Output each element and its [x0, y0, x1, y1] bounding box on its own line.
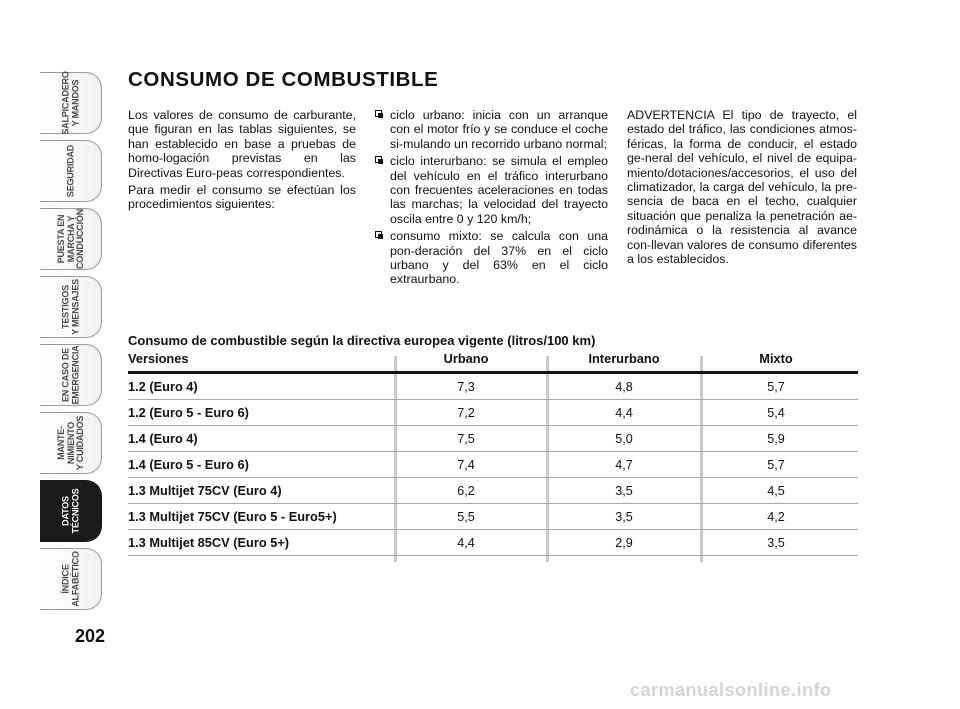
- cell-interurbano: 3,5: [615, 509, 633, 524]
- cell-mixto: 4,2: [767, 509, 785, 524]
- warning-text: ADVERTENCIA El tipo de trayecto, el estado del tráfico, las condiciones atmos-féricas, la forma de conducir, el estado ge-neral del vehículo, el nivel de equipa-miento/dotaciones/accesorios, el uso del climatizador, la carga del vehículo, la pre-sencia de baca en el techo, cualquier situación que penaliza la penetración ae-rodinámica o la resistencia al avance con-llevan valores de consumo diferentes a los establecidos.: [627, 108, 857, 267]
- table-row: [128, 426, 858, 452]
- cell-mixto: 5,4: [767, 405, 785, 420]
- cell-urbano: 5,5: [457, 509, 475, 524]
- checkbox-bullet-icon: [375, 231, 382, 238]
- cell-version: 1.3 Multijet 85CV (Euro 5+): [128, 535, 290, 550]
- tab-testigos[interactable]: [40, 276, 102, 338]
- table-row: [128, 374, 858, 400]
- tab-mantenimiento[interactable]: [40, 412, 102, 474]
- tab-label: EN CASO DE EMERGENCIA: [60, 345, 80, 405]
- warning-column: [627, 108, 857, 269]
- list-item: [375, 229, 608, 287]
- page-title: CONSUMO DE COMBUSTIBLE: [128, 68, 439, 91]
- cell-urbano: 7,2: [457, 405, 475, 420]
- tab-label: SEGURIDAD: [64, 144, 75, 198]
- cell-mixto: 5,7: [767, 379, 785, 394]
- tab-label: MANTE- NIMIENTO Y CUIDADOS: [55, 415, 85, 471]
- cell-mixto: 5,9: [767, 431, 785, 446]
- intro-paragraph: Los valores de consumo de carburante, que figuran en las tablas siguientes, se han establecido en base a pruebas de homo-logación previstas en las Directivas Euro-peas correspondientes.: [128, 108, 356, 180]
- cell-urbano: 4,4: [457, 535, 475, 550]
- list-item: [375, 154, 608, 226]
- cell-version: 1.4 (Euro 4): [128, 431, 198, 446]
- list-item-text: ciclo interurbano: se simula el empleo del vehículo en el tráfico interurbano con frecuentes aceleraciones en todas las marchas; la velocidad del trayecto oscila entre 0 y 120 km/h;: [390, 154, 608, 226]
- cell-interurbano: 3,5: [615, 483, 633, 498]
- table-header-row: [128, 352, 858, 374]
- tab-label: ÍNDICE ALFABÉTICO: [60, 551, 80, 607]
- cell-interurbano: 4,8: [615, 379, 633, 394]
- consumption-table: [128, 352, 858, 564]
- tab-datos-tecnicos[interactable]: [40, 480, 102, 542]
- tab-puesta-en-marcha[interactable]: [40, 208, 102, 270]
- checkbox-bullet-icon: [375, 110, 382, 117]
- tab-emergencia[interactable]: [40, 344, 102, 406]
- cell-version: 1.2 (Euro 4): [128, 379, 198, 394]
- cell-urbano: 7,5: [457, 431, 475, 446]
- cell-interurbano: 5,0: [615, 431, 633, 446]
- table-row: [128, 504, 858, 530]
- page-number: 202: [74, 626, 106, 646]
- cell-interurbano: 4,4: [615, 405, 633, 420]
- cell-urbano: 6,2: [457, 483, 475, 498]
- table-row: [128, 530, 858, 556]
- tab-label: DATOS TÉCNICOS: [60, 488, 80, 534]
- procedures-column: [375, 108, 608, 290]
- watermark: carmanualsonline.info: [630, 680, 832, 700]
- cell-version: 1.4 (Euro 5 - Euro 6): [128, 457, 249, 472]
- list-item: [375, 108, 608, 151]
- cell-mixto: 5,7: [767, 457, 785, 472]
- cell-mixto: 4,5: [767, 483, 785, 498]
- cell-urbano: 7,4: [457, 457, 475, 472]
- tab-label: SALPICADERO Y MANDOS: [60, 71, 80, 135]
- table-row: [128, 400, 858, 426]
- tab-label: TESTIGOS Y MENSAJES: [60, 279, 80, 335]
- cell-version: 1.3 Multijet 75CV (Euro 4): [128, 483, 282, 498]
- header-interurbano: Interurbano: [588, 351, 660, 366]
- intro-column: [128, 108, 356, 215]
- cell-urbano: 7,3: [457, 379, 475, 394]
- cell-version: 1.3 Multijet 75CV (Euro 5 - Euro5+): [128, 509, 337, 524]
- header-mixto: Mixto: [759, 351, 793, 366]
- tab-salpicadero[interactable]: [40, 72, 102, 134]
- cell-interurbano: 4,7: [615, 457, 633, 472]
- tab-label: PUESTA EN MARCHA Y CONDUCCIÓN: [55, 209, 85, 269]
- cell-interurbano: 2,9: [615, 535, 633, 550]
- table-title: Consumo de combustible según la directiva europea vigente (litros/100 km): [128, 333, 596, 348]
- list-item-text: ciclo urbano: inicia con un arranque con el motor frío y se conduce el coche si-mulando un recorrido urbano normal;: [390, 108, 608, 151]
- table-row: [128, 452, 858, 478]
- header-urbano: Urbano: [443, 351, 489, 366]
- table-row: [128, 478, 858, 504]
- intro-paragraph: Para medir el consumo se efectúan los procedimientos siguientes:: [128, 183, 356, 212]
- list-item-text: consumo mixto: se calcula con una pon-deración del 37% en el ciclo urbano y del 63% en el ciclo extraurbano.: [390, 229, 608, 287]
- tab-seguridad[interactable]: [40, 140, 102, 202]
- header-versiones: Versiones: [128, 351, 189, 366]
- cell-mixto: 3,5: [767, 535, 785, 550]
- tab-indice[interactable]: [40, 548, 102, 610]
- checkbox-bullet-icon: [375, 156, 382, 163]
- cell-version: 1.2 (Euro 5 - Euro 6): [128, 405, 249, 420]
